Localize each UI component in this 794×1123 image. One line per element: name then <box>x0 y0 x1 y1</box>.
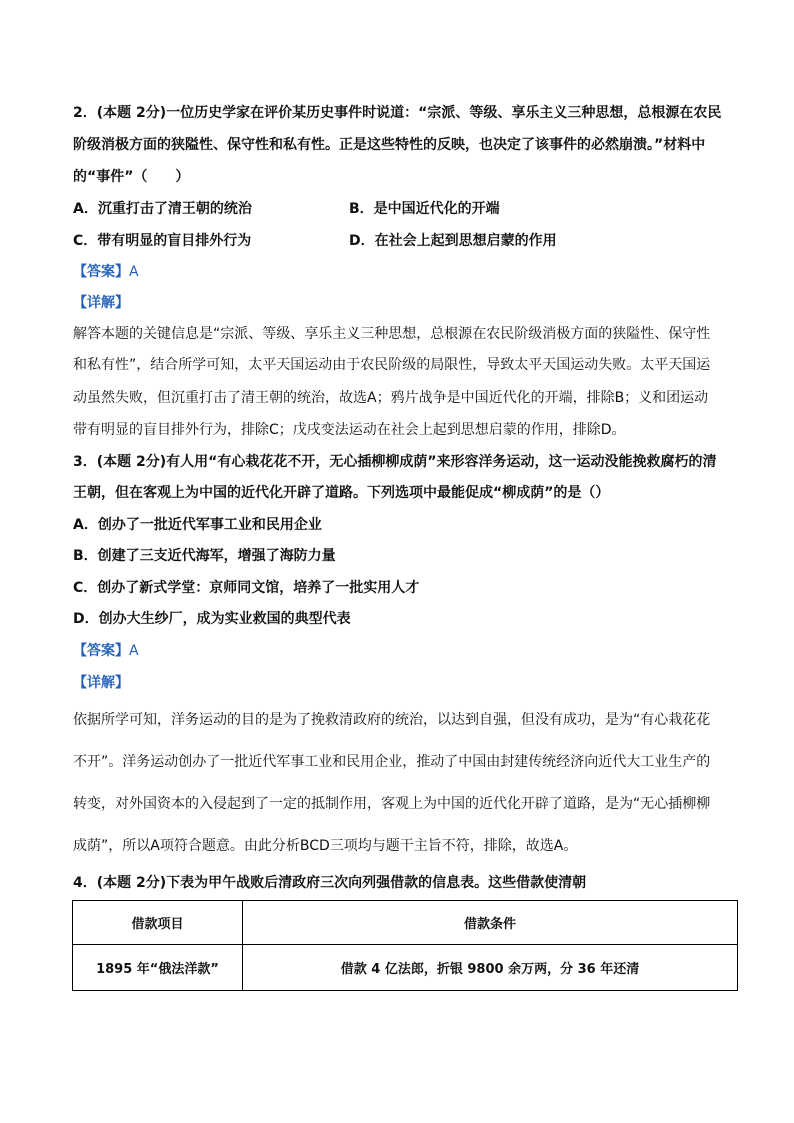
q2-detail-line-1: 解答本题的关键信息是“宗派、等级、享乐主义三种思想，总根源在农民阶级消极方面的狭隘性、保守性 <box>73 326 711 342</box>
q2-option-d: D．在社会上起到思想启蒙的作用 <box>349 233 557 249</box>
table-header-loan-item: 借款项目 <box>73 901 243 945</box>
q3-option-d: D．创办大生纱厂，成为实业救国的典型代表 <box>73 611 351 627</box>
q3-detail-line-1: 依据所学可知，洋务运动的目的是为了挽救清政府的统治，以达到自强，但没有成功，是为“有心栽花花 <box>73 712 711 728</box>
q3-option-c: C．创办了新式学堂：京师同文馆，培养了一批实用人才 <box>73 580 420 596</box>
q3-detail-line-4: 成荫”，所以A项符合题意。由此分析BCD三项均与题干主旨不符，排除，故选A。 <box>73 838 578 854</box>
table-header-row <box>73 901 738 945</box>
answer-value: A <box>129 643 139 659</box>
q3-stem-line-1: 3．(本题 2分)有人用“有心栽花花不开，无心插柳柳成荫”来形容洋务运动，这一运动没能挽救腐朽的清 <box>73 454 717 470</box>
q3-detail-line-2: 不开”。洋务运动创办了一批近代军事工业和民用企业，推动了中国由封建传统经济向近代大工业生产的 <box>73 754 711 770</box>
table-row <box>73 945 738 991</box>
q3-option-a: A．创办了一批近代军事工业和民用企业 <box>73 517 322 533</box>
q2-detail-line-4: 带有明显的盲目排外行为，排除C；戊戌变法运动在社会上起到思想启蒙的作用，排除D。 <box>73 422 626 438</box>
loan-info-table <box>72 900 738 991</box>
table-cell-loan-terms: 借款 4 亿法郎，折银 9800 余万两，分 36 年还清 <box>243 945 738 991</box>
q2-detail-line-2: 和私有性”，结合所学可知，太平天国运动由于农民阶级的局限性，导致太平天国运动失败。太平天国运 <box>73 357 711 373</box>
answer-label: 【答案】 <box>73 643 129 659</box>
q2-stem-line-3: 的“事件”（ ） <box>73 169 190 185</box>
q3-detail-label: 【详解】 <box>73 675 129 691</box>
q2-option-c: C．带有明显的盲目排外行为 <box>73 233 252 249</box>
q3-option-b: B．创建了三支近代海军，增强了海防力量 <box>73 548 336 564</box>
q3-detail-line-3: 转变，对外国资本的入侵起到了一定的抵制作用，客观上为中国的近代化开辟了道路，是为“无心插柳柳 <box>73 796 711 812</box>
q2-option-b: B．是中国近代化的开端 <box>349 201 500 217</box>
q4-stem: 4．(本题 2分)下表为甲午战败后清政府三次向列强借款的信息表。这些借款使清朝 <box>73 875 587 891</box>
q2-answer <box>73 262 139 282</box>
q2-stem-line-2: 阶级消极方面的狭隘性、保守性和私有性。正是这些特性的反映，也决定了该事件的必然崩溃。”材料中 <box>73 137 706 153</box>
table-cell-loan-item: 1895 年“俄法洋款” <box>73 945 243 991</box>
q3-stem-line-2: 王朝，但在客观上为中国的近代化开辟了道路。下列选项中最能促成“柳成荫”的是（） <box>73 485 610 501</box>
q2-detail-line-3: 动虽然失败，但沉重打击了清王朝的统治，故选A；鸦片战争是中国近代化的开端，排除B；义和团运动 <box>73 390 709 406</box>
answer-value: A <box>129 264 139 280</box>
answer-label: 【答案】 <box>73 264 129 280</box>
q2-stem-line-1: 2．(本题 2分)一位历史学家在评价某历史事件时说道：“宗派、等级、享乐主义三种思想，总根源在农民 <box>73 105 722 121</box>
q2-option-a: A．沉重打击了清王朝的统治 <box>73 201 252 217</box>
table-header-loan-terms: 借款条件 <box>243 901 738 945</box>
q3-answer <box>73 641 139 661</box>
q2-detail-label: 【详解】 <box>73 295 129 311</box>
